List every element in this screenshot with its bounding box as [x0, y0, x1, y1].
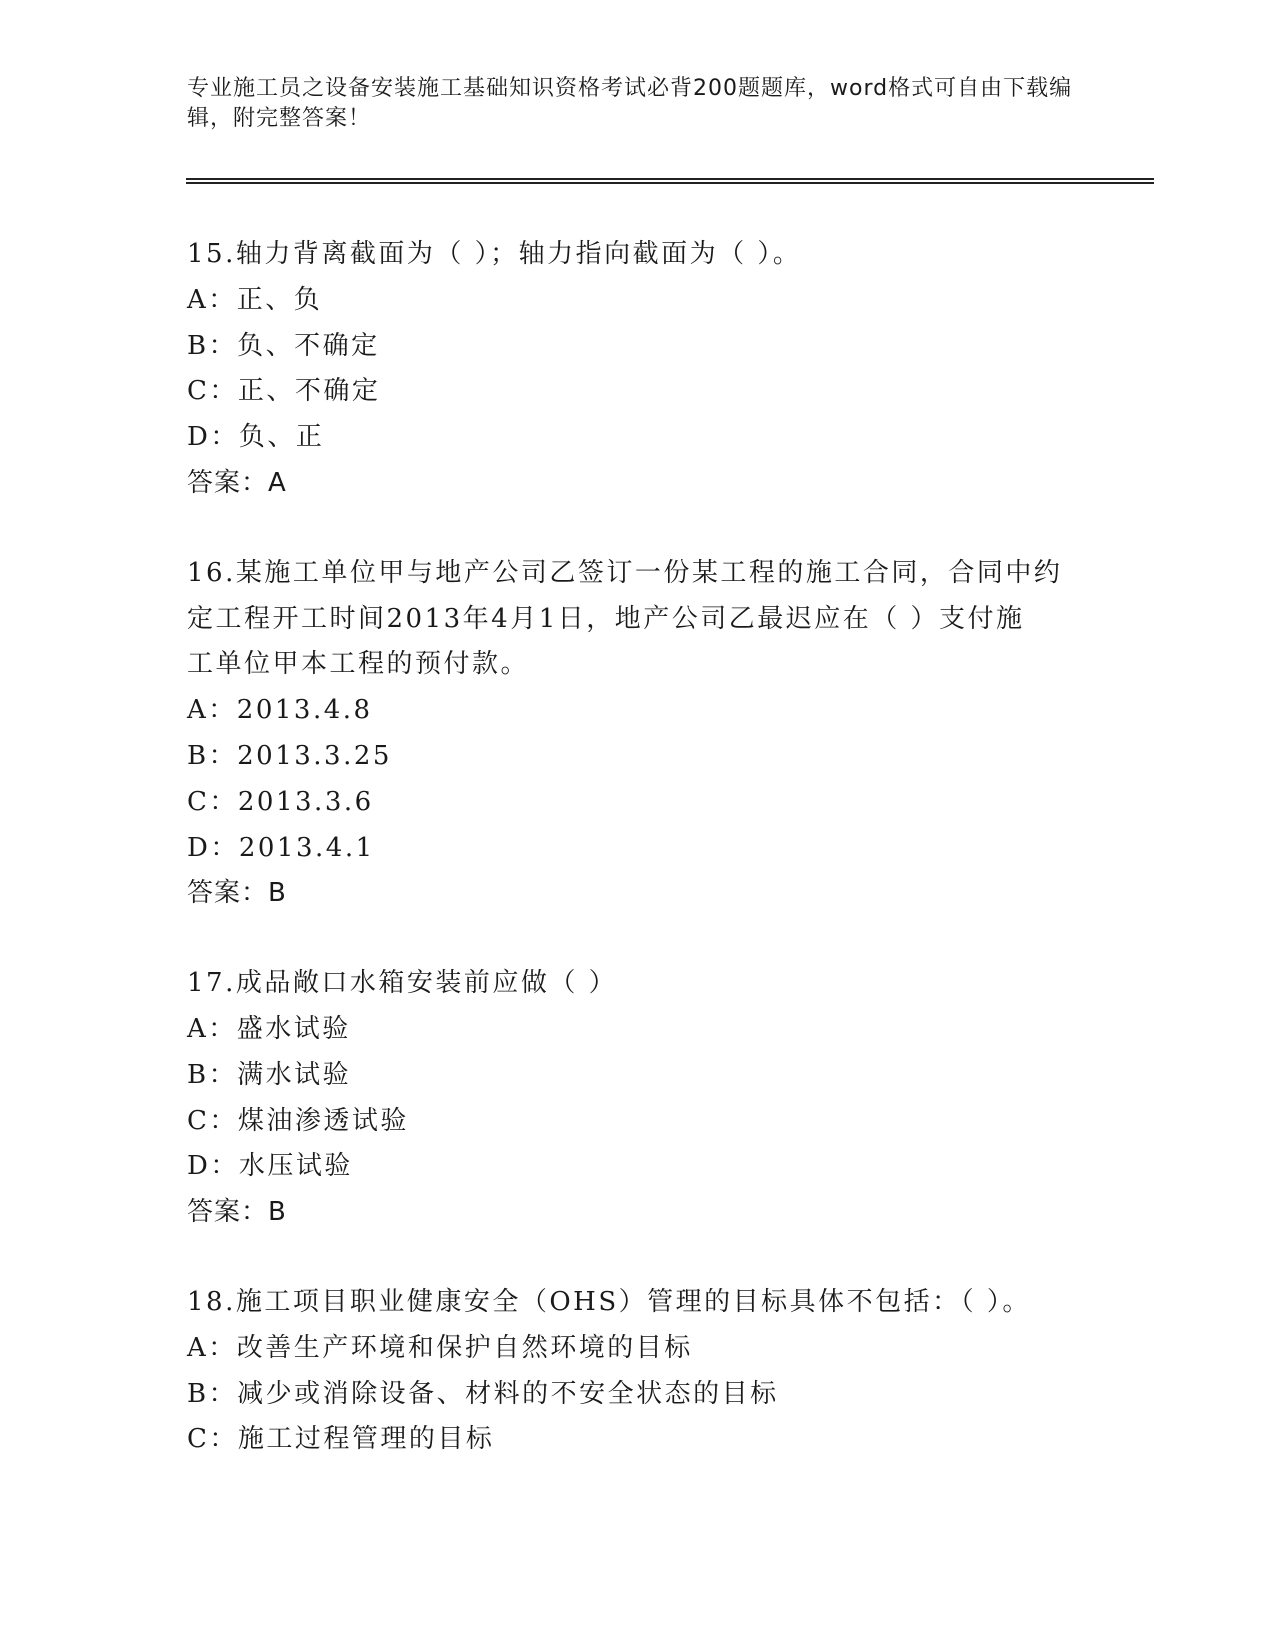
- option-d: D：水压试验: [187, 1151, 353, 1182]
- question-18: [187, 1280, 1087, 1463]
- header-rule-top: [186, 178, 1154, 180]
- question-16: [187, 551, 1087, 917]
- option-c: C：煤油渗透试验: [187, 1105, 409, 1136]
- header-rule-bottom: [186, 182, 1154, 184]
- question-stem: 15.轴力背离截面为（ ）；轴力指向截面为（ ）。: [187, 239, 802, 269]
- question-list: [187, 232, 1087, 1463]
- question-15: [187, 232, 1087, 507]
- document-header: 专业施工员之设备安装施工基础知识资格考试必背200题题库，word格式可自由下载编辑，附完整答案！: [187, 76, 1073, 131]
- answer-line: 答案：A: [187, 467, 287, 498]
- answer-line: 答案：B: [187, 878, 287, 909]
- option-d: D：负、正: [187, 422, 325, 453]
- question-17: [187, 961, 1087, 1236]
- option-b: B：负、不确定: [187, 330, 380, 361]
- question-stem: 16.某施工单位甲与地产公司乙签订一份某工程的施工合同，合同中约: [187, 557, 1063, 588]
- question-stem: 工单位甲本工程的预付款。: [187, 649, 530, 680]
- option-a: A：改善生产环境和保护自然环境的目标: [187, 1332, 693, 1363]
- question-stem: 定工程开工时间2013年4月1日，地产公司乙最迟应在（ ）支付施: [187, 603, 1025, 634]
- option-c: C：2013.3.6: [187, 786, 374, 817]
- question-stem: 17.成品敞口水箱安装前应做（ ）: [187, 968, 618, 999]
- option-c: C：施工过程管理的目标: [187, 1424, 495, 1455]
- option-b: B：2013.3.25: [187, 740, 392, 771]
- option-a: A：正、负: [187, 284, 323, 315]
- question-stem: 18.施工项目职业健康安全（OHS）管理的目标具体不包括：（ ）。: [187, 1286, 1031, 1317]
- option-b: B：减少或消除设备、材料的不安全状态的目标: [187, 1378, 779, 1409]
- answer-line: 答案：B: [187, 1197, 287, 1228]
- option-b: B：满水试验: [187, 1059, 352, 1090]
- option-a: A：盛水试验: [187, 1013, 351, 1044]
- option-d: D：2013.4.1: [187, 832, 375, 863]
- option-a: A：2013.4.8: [187, 695, 373, 726]
- option-c: C：正、不确定: [187, 376, 381, 407]
